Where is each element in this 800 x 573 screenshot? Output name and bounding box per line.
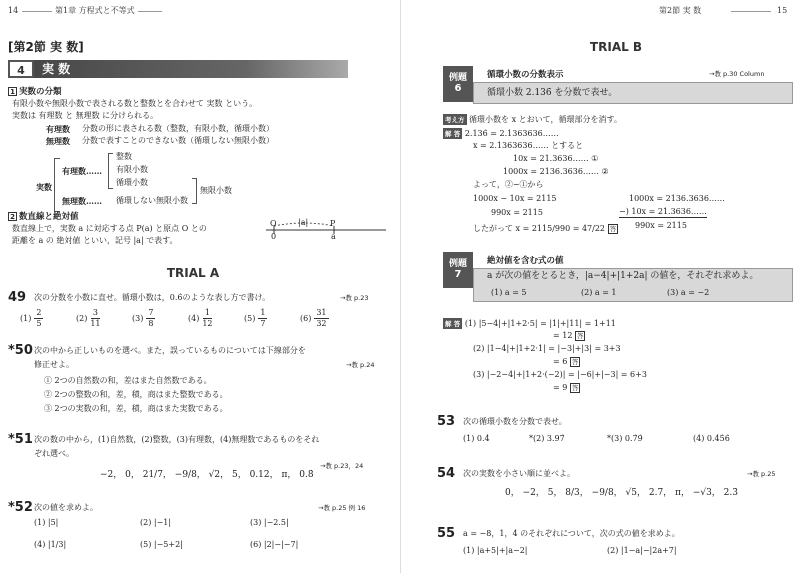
q49-item: (3) 7 8 bbox=[132, 308, 154, 328]
tree-infinite: 無限小数 bbox=[200, 186, 232, 195]
chapter-title: 第1章 方程式と不等式 bbox=[52, 6, 138, 16]
band-number: 4 bbox=[8, 60, 34, 78]
example-7-title: 絶対値を含む式の値 bbox=[487, 256, 564, 266]
q52-number: *52 bbox=[8, 500, 33, 515]
s2-line-1: 数直線上で，実数 a に対応する点 P(a) と原点 O との bbox=[12, 224, 207, 233]
fig-abs: |a| bbox=[298, 218, 309, 227]
section-heading: [第2節 実 数] bbox=[8, 40, 84, 54]
ex6-line-6: 1000x − 10x = 2115 bbox=[473, 194, 557, 203]
q54-values: 0， −2， 5， 8/3， −9/8， √5， 2.7， π， −√3， 2.3̇ bbox=[505, 488, 738, 498]
ex7-result-1: = 12 答 bbox=[553, 331, 584, 340]
tree-leaf-int: 整数 bbox=[116, 152, 132, 161]
ex6-sub-b: −) 10x = 21.3636…… bbox=[619, 207, 707, 216]
q50-line-2: 修正せよ。 bbox=[34, 360, 74, 369]
ex7-result-3: = 9 答 bbox=[553, 383, 579, 392]
q51-values: −2， 0， 21/7， −9/8， √2， 5， 0.12， π， 0.8̇ bbox=[100, 470, 314, 480]
ex6-think: 考え方 循環小数を x とおいて，循環部分を消す。 bbox=[445, 115, 622, 124]
q55-number: 55 bbox=[437, 526, 456, 541]
q52-item-1: (1) |5| bbox=[34, 518, 59, 527]
example-7-label: 例題 7 bbox=[443, 252, 473, 288]
page-number-left: 14 bbox=[8, 6, 19, 15]
example-6-ref: →教 p.30 Column bbox=[709, 70, 765, 78]
fig-a: a bbox=[331, 232, 336, 241]
number-line-figure bbox=[262, 218, 390, 246]
ex7-line-5: (3) |−2−4|+|1+2·(−2)| = |−6|+|−3| = 6+3 bbox=[473, 370, 647, 379]
example-7-problem: a が次の値をとるとき，|a−4|+|1+2a| の値を，それぞれ求めよ。 bbox=[487, 271, 759, 281]
q53-item-4: (4) 0.45̇6̇ bbox=[693, 434, 730, 443]
ex6-line-7: 990x = 2115 bbox=[491, 208, 543, 217]
q49-item: (2) 3 11 bbox=[76, 308, 101, 328]
q50-item-1: ① 2つの自然数の和，差はまた自然数である。 bbox=[44, 376, 212, 385]
ex6-line-3: 10x = 21.3636…… ① bbox=[513, 154, 599, 163]
s1-line-1: 有限小数や無限小数で表される数と整数とを合わせて 実数 という。 bbox=[12, 99, 258, 108]
q53-item-3: *(3) 0.7̇9̇ bbox=[607, 434, 643, 443]
q51-line-1: 次の数の中から，(1)自然数，(2)整数，(3)有理数，(4)無理数であるものをそれ bbox=[34, 435, 320, 444]
example-6-problem: 循環小数 2.136̇ を分数で表せ。 bbox=[487, 88, 618, 98]
q52-item-6: (6) |2|−|−7| bbox=[250, 540, 299, 549]
irrational-def: 分数で表すことのできない数（循環しない無限小数） bbox=[82, 136, 274, 145]
tree-bracket bbox=[54, 158, 60, 212]
q52-text: 次の値を求めよ。 bbox=[34, 503, 98, 512]
fig-zero: 0 bbox=[271, 232, 277, 241]
tree-leaf-nonrepeating: 循環しない無限小数 bbox=[116, 196, 188, 205]
fig-O: O bbox=[270, 219, 277, 228]
ex7-item-3: (3) a = −2 bbox=[667, 288, 710, 297]
tree-rational: 有理数…… bbox=[62, 166, 102, 176]
q53-item-2: *(2) 3.97̇ bbox=[529, 434, 565, 443]
q55-item-2: (2) |1−a|−|2a+7| bbox=[607, 546, 677, 555]
q49-ref: →教 p.23 bbox=[340, 294, 369, 302]
s2-line-2: 距離を a の 絶対値 といい，記号 |a| で表す。 bbox=[12, 236, 178, 245]
rational-term: 有理数 bbox=[46, 124, 70, 134]
band-title: 実 数 bbox=[42, 62, 71, 76]
q49-item: (6) 31 32 bbox=[300, 308, 327, 328]
q55-text: a = −8，1，4 のそれぞれについて，次の式の値を求めよ。 bbox=[463, 529, 680, 538]
section-title-right: 第2節 実 数 bbox=[659, 6, 702, 15]
q50-line-1: 次の中から正しいものを選べ。また，誤っているものについては下線部分を bbox=[34, 346, 306, 355]
ex6-line-4: 1000x = 2136.3636…… ② bbox=[503, 167, 609, 176]
q54-ref: →教 p.25 bbox=[747, 470, 776, 478]
q53-item-1: (1) 0.4̇ bbox=[463, 434, 490, 443]
ex6-answer-tag: 解 答 2.136̇ = 2.1363636…… bbox=[445, 129, 559, 138]
q53-number: 53 bbox=[437, 414, 456, 429]
example-6-label: 例題 6 bbox=[443, 66, 473, 102]
q51-number: *51 bbox=[8, 432, 33, 447]
q49-item: (4) 1 12 bbox=[188, 308, 213, 328]
q53-text: 次の循環小数を分数で表せ。 bbox=[463, 417, 567, 426]
q50-ref: →教 p.24 bbox=[346, 361, 375, 369]
q50-item-2: ② 2つの整数の和，差，積，商はまた整数である。 bbox=[44, 390, 228, 399]
q51-ref: →教 p.23，24 bbox=[320, 462, 364, 470]
ex7-item-1: (1) a = 5 bbox=[491, 288, 527, 297]
tree-root: 実数 bbox=[36, 182, 52, 192]
ex6-sub-a: 1000x = 2136.3636…… bbox=[629, 194, 725, 203]
q49-item: (1) 2 5 bbox=[20, 308, 42, 328]
right-page bbox=[400, 0, 800, 573]
rational-def: 分数の形に表される数（整数，有限小数，循環小数） bbox=[82, 124, 274, 133]
q54-number: 54 bbox=[437, 466, 456, 481]
q52-item-5: (5) |−5+2| bbox=[140, 540, 183, 549]
irrational-term: 無理数 bbox=[46, 136, 70, 146]
trial-a-heading: TRIAL A bbox=[148, 266, 238, 280]
tree-leaf-repeating: 循環小数 bbox=[116, 178, 148, 187]
q51-line-2: ぞれ選べ。 bbox=[34, 449, 74, 458]
trial-b-heading: TRIAL B bbox=[571, 40, 661, 54]
q52-item-4: (4) |1/3| bbox=[34, 540, 67, 549]
subsection-1: 1 実数の分類 bbox=[8, 87, 62, 98]
q55-item-1: (1) |a+5|+|a−2| bbox=[463, 546, 528, 555]
fig-P: P bbox=[330, 219, 336, 228]
ex6-line-2: x = 2.1363636…… とすると bbox=[473, 141, 584, 150]
tree-irrational: 無理数…… bbox=[62, 196, 102, 206]
q49-item: (5) 1 7 bbox=[244, 308, 266, 328]
page-number-right: 15 bbox=[777, 6, 788, 15]
ex6-line-8: したがって x = 2115/990 = 47/22 答 bbox=[473, 224, 617, 233]
section-band bbox=[8, 60, 348, 78]
q52-ref: →教 p.25 例 16 bbox=[318, 504, 366, 512]
q54-text: 次の実数を小さい順に並べよ。 bbox=[463, 469, 575, 478]
q49-text: 次の分数を小数に直せ。循環小数は，0.6̇のような表し方で書け。 bbox=[34, 293, 271, 302]
q52-item-2: (2) |−1| bbox=[140, 518, 172, 527]
ex7-line-3: (2) |1−4|+|1+2·1| = |−3|+|3| = 3+3 bbox=[473, 344, 621, 353]
ex7-answer: 解 答 (1) |5−4|+|1+2·5| = |1|+|11| = 1+11 bbox=[445, 319, 616, 328]
ex6-line-5: よって，②−①から bbox=[473, 180, 544, 189]
q49-number: 49 bbox=[8, 290, 27, 305]
ex7-result-2: = 6 答 bbox=[553, 357, 579, 366]
q50-item-3: ③ 2つの実数の和，差，積，商はまた実数である。 bbox=[44, 404, 228, 413]
q52-item-3: (3) |−2.5| bbox=[250, 518, 289, 527]
q50-number: *50 bbox=[8, 343, 33, 358]
s1-line-2: 実数は 有理数 と 無理数 に分けられる。 bbox=[12, 111, 159, 120]
tree-leaf-finite: 有限小数 bbox=[116, 165, 148, 174]
ex6-sub-c: 990x = 2115 bbox=[635, 221, 687, 230]
q49-items bbox=[20, 308, 380, 330]
ex7-item-2: (2) a = 1 bbox=[581, 288, 617, 297]
subsection-2: 2 数直線と絶対値 bbox=[8, 212, 79, 223]
example-6-title: 循環小数の分数表示 bbox=[487, 70, 564, 80]
